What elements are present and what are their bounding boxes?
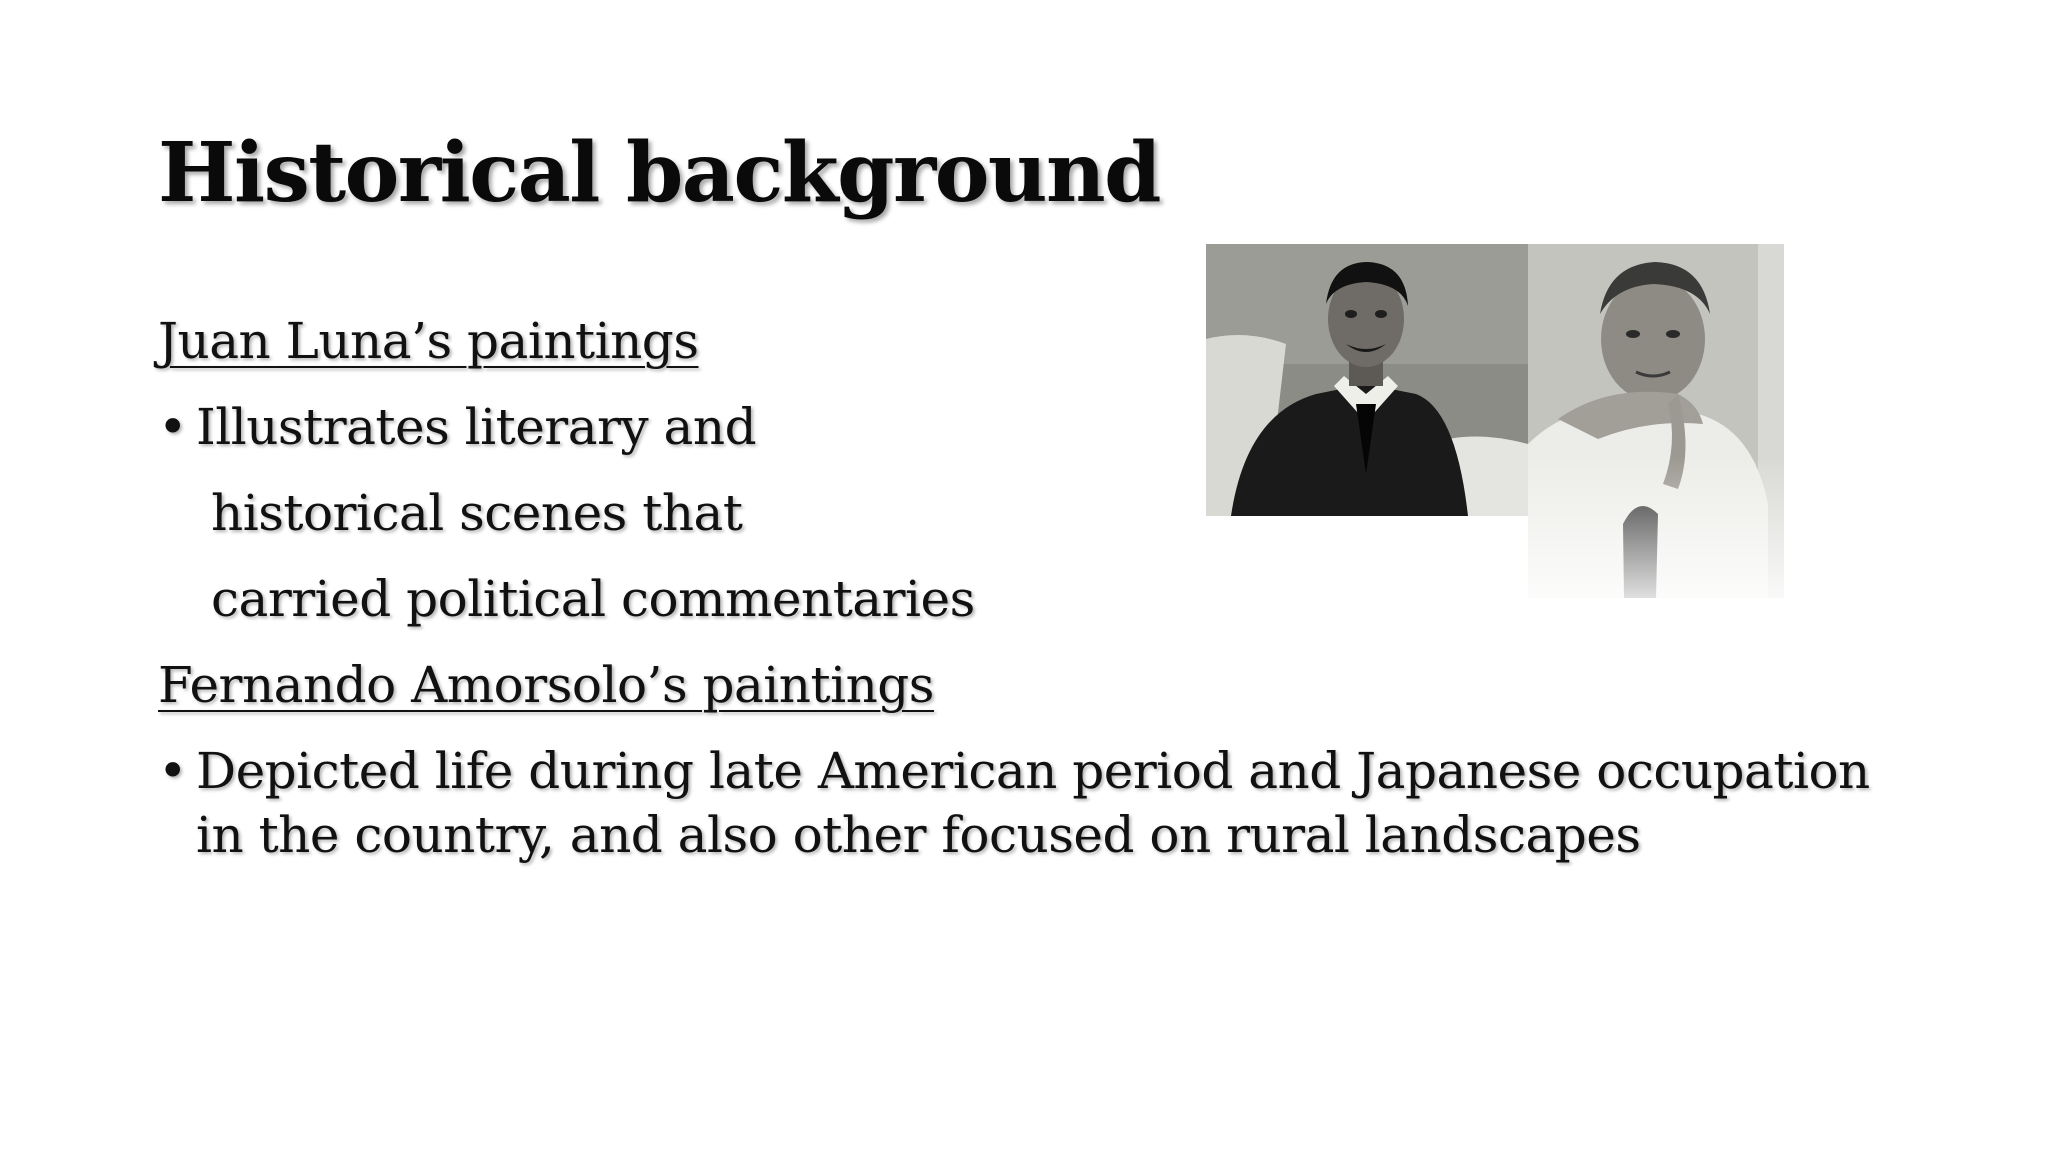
section-heading-juan-luna: Juan Luna’s paintings bbox=[158, 312, 699, 370]
slide-title: Historical background bbox=[158, 125, 1160, 221]
bullet-text-line: carried political commentaries bbox=[211, 570, 975, 628]
bullet-item-fernando-amorsolo bbox=[158, 742, 1870, 800]
bullet-item-juan-luna bbox=[158, 398, 756, 456]
bullet-marker: • bbox=[158, 742, 187, 800]
bullet-text-line: in the country, and also other focused on rural landscapes bbox=[196, 806, 1641, 864]
bullet-text-line: historical scenes that bbox=[211, 484, 743, 542]
bullet-text-line: Illustrates literary and bbox=[196, 398, 757, 456]
juan-luna-portrait-image bbox=[1206, 244, 1528, 516]
section-heading-fernando-amorsolo: Fernando Amorsolo’s paintings bbox=[158, 656, 934, 714]
fernando-amorsolo-portrait-image bbox=[1528, 244, 1784, 598]
bullet-marker: • bbox=[158, 398, 187, 456]
bullet-text-line: Depicted life during late American period and Japanese occupation bbox=[196, 742, 1870, 800]
